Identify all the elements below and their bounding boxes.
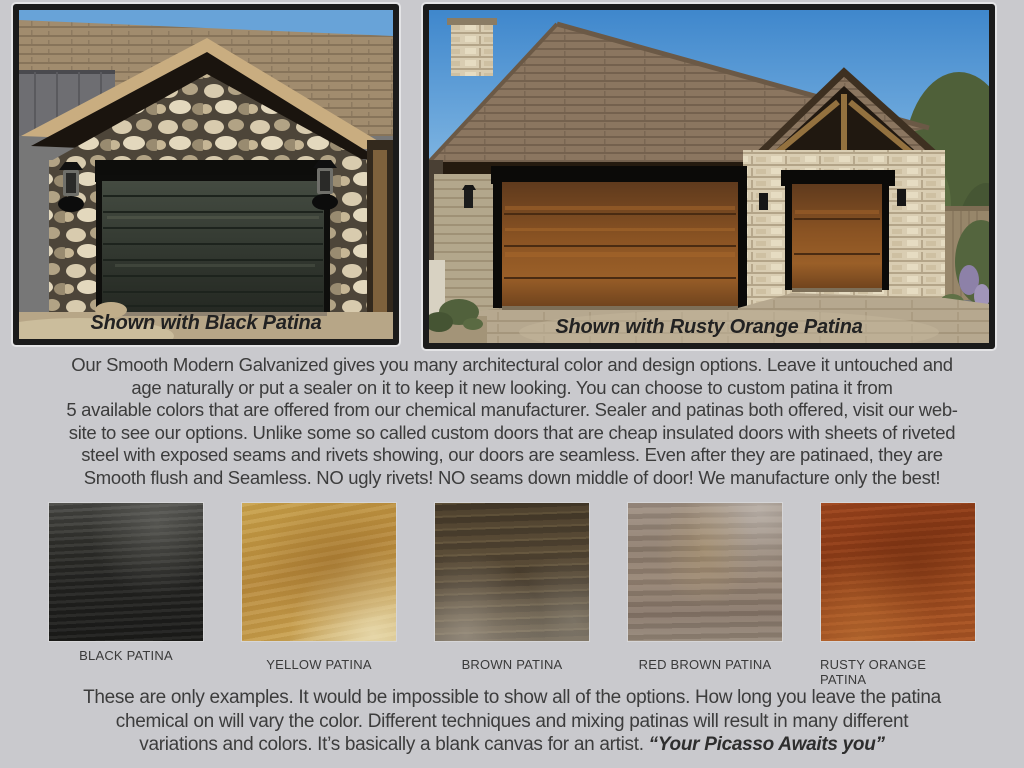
intro-line: site to see our options. Unlike some so called custom doors that are cheap insulated doors with sheets of riveted	[68, 421, 956, 443]
side-structure	[367, 140, 393, 320]
garage-door-single-rusty	[781, 170, 895, 290]
swatch-label: YELLOW PATINA	[266, 657, 372, 672]
swatch-label: BLACK PATINA	[79, 648, 173, 663]
swatch-yellow-patina	[241, 502, 397, 687]
garage-door-double-rusty	[491, 166, 747, 308]
patina-swatch-row	[48, 502, 976, 687]
closing-line: chemical on will vary the color. Different techniques and mixing patinas will result in many different	[115, 710, 909, 732]
chimney	[447, 18, 497, 76]
black-patina-photo	[13, 4, 399, 345]
closing-paragraph	[0, 686, 1024, 757]
yellow-patina-sample	[241, 502, 397, 642]
closing-line: These are only examples. It would be impossible to show all of the options. How long you leave the patina	[83, 687, 941, 708]
red-brown-patina-sample	[627, 502, 783, 642]
swatch-label: RUSTY ORANGE PATINA	[820, 657, 927, 687]
intro-line: 5 available colors that are offered from our chemical manufacturer. Sealer and patinas both offered, visit our web-	[66, 399, 958, 420]
swatch-label: RED BROWN PATINA	[638, 657, 772, 672]
picasso-quote: “Your Picasso Awaits you”	[648, 734, 885, 755]
intro-line: steel with exposed seams and rivets showing, our doors are seamless. Even after they are patinaed, they are	[81, 444, 943, 465]
right-photo-caption: Shown with Rusty Orange Patina	[555, 316, 863, 338]
rusty-orange-photo-scene	[429, 10, 989, 343]
left-photo-caption: Shown with Black Patina	[90, 312, 322, 334]
intro-line: age naturally or put a sealer on it to keep it new looking. You can choose to custom patina it from	[131, 376, 893, 398]
intro-line: Our Smooth Modern Galvanized gives you many architectural color and design options. Leave it untouched and	[71, 354, 953, 375]
intro-paragraph	[0, 354, 1024, 489]
closing-line: variations and colors. It’s basically a blank canvas for an artist.	[139, 734, 649, 755]
swatch-rusty-orange-patina	[820, 502, 976, 687]
black-patina-sample	[48, 502, 204, 642]
swatch-label: BROWN PATINA	[461, 657, 563, 672]
black-patina-photo-scene	[19, 10, 393, 339]
swatch-red-brown-patina	[627, 502, 783, 687]
swatch-brown-patina	[434, 502, 590, 687]
garage-door-black	[95, 160, 331, 316]
swatch-black-patina	[48, 502, 204, 687]
rusty-orange-patina-photo	[423, 4, 995, 349]
intro-line: Smooth flush and Seamless. NO ugly rivets! NO seams down middle of door! We manufacture only the best!	[83, 466, 941, 488]
brown-patina-sample	[434, 502, 590, 642]
rusty-orange-patina-sample	[820, 502, 976, 642]
